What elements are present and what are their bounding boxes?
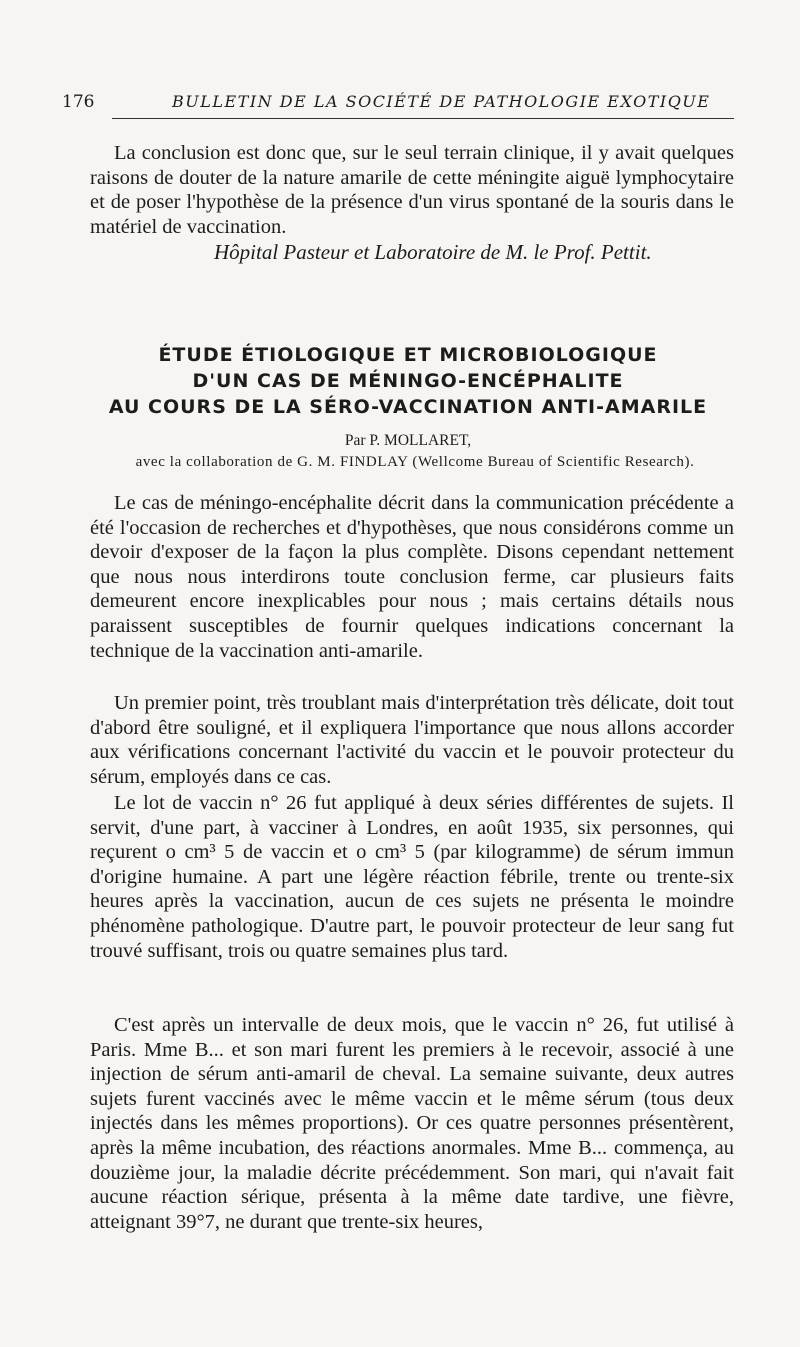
article-title-line-3: AU COURS DE LA SÉRO-VACCINATION ANTI-AMARILE — [108, 396, 708, 418]
page-number: 176 — [62, 92, 95, 112]
running-header — [62, 92, 734, 119]
author-byline: Par P. MOLLARET, — [344, 432, 472, 449]
article-title-line-2: D'UN CAS DE MÉNINGO-ENCÉPHALITE — [192, 370, 624, 392]
body-paragraph: Le lot de vaccin n° 26 fut appliqué à deux séries différentes de sujets. Il servit, d'une part, à vacciner à Londres, en août 1935, six personnes, qui reçurent o cm³ 5 de vaccin et o cm³ 5 (par kilogramme) de sérum immun d'origine humaine. A part une légère réaction fébrile, trente ou trente-six heures après la vaccination, aucun de ces sujets ne présenta le moindre phénomène pathologique. D'autre part, le pouvoir protecteur de leur sang fut trouvé suffisant, trois ou quatre semaines plus tard. — [90, 792, 734, 962]
body-paragraph: C'est après un intervalle de deux mois, que le vaccin n° 26, fut utilisé à Paris. Mme B... et son mari furent les premiers à le recevoir, associé à une injection de sérum anti-amaril de cheval. La semaine suivante, deux autres sujets furent vaccinés avec le même vaccin et le même sérum (tous deux injectés dans les mêmes proportions). Or ces quatre personnes présentèrent, après la même incubation, des réactions anormales. Mme B... commença, au douzième jour, la maladie décrite précédemment. Son mari, qui n'avait fait aucune réaction sérique, présenta à la même date tardive, une fièvre, atteignant 39°7, ne durant que trente-six heures, — [90, 1014, 734, 1233]
body-paragraph: Un premier point, très troublant mais d'interprétation très délicate, doit tout d'abord être souligné, et il expliquera l'importance que nous allons accorder aux vérifications concernant l'activité du vaccin et le pouvoir protecteur du sérum, employés dans ce cas. — [90, 692, 734, 788]
collaboration-line: avec la collaboration de G. M. FINDLAY (Wellcome Bureau of Scientific Research). — [135, 454, 695, 470]
affiliation-signature: Hôpital Pasteur et Laboratoire de M. le Prof. Pettit. — [214, 240, 652, 264]
article-title-line-1: ÉTUDE ÉTIOLOGIQUE ET MICROBIOLOGIQUE — [158, 344, 658, 366]
conclusion-paragraph: La conclusion est donc que, sur le seul terrain clinique, il y avait quelques raisons de douter de la nature amarile de cette méningite aiguë lymphocytaire et de poser l'hypothèse de la présence d'un virus spontané de la souris dans le matériel de vaccination. — [90, 142, 734, 238]
running-title: BULLETIN DE LA SOCIÉTÉ DE PATHOLOGIE EXOTIQUE — [172, 92, 711, 111]
body-paragraph: Le cas de méningo-encéphalite décrit dans la communication précédente a été l'occasion de recherches et d'hypothèses, que nous considérons comme un devoir d'exposer de la façon la plus complète. Disons cependant nettement que nous nous interdirons toute conclusion ferme, car plusieurs faits demeurent encore inexplicables pour nous ; mais certains détails nous paraissent susceptibles de fournir quelques indications concernant la technique de la vaccination anti-amarile. — [90, 492, 734, 662]
